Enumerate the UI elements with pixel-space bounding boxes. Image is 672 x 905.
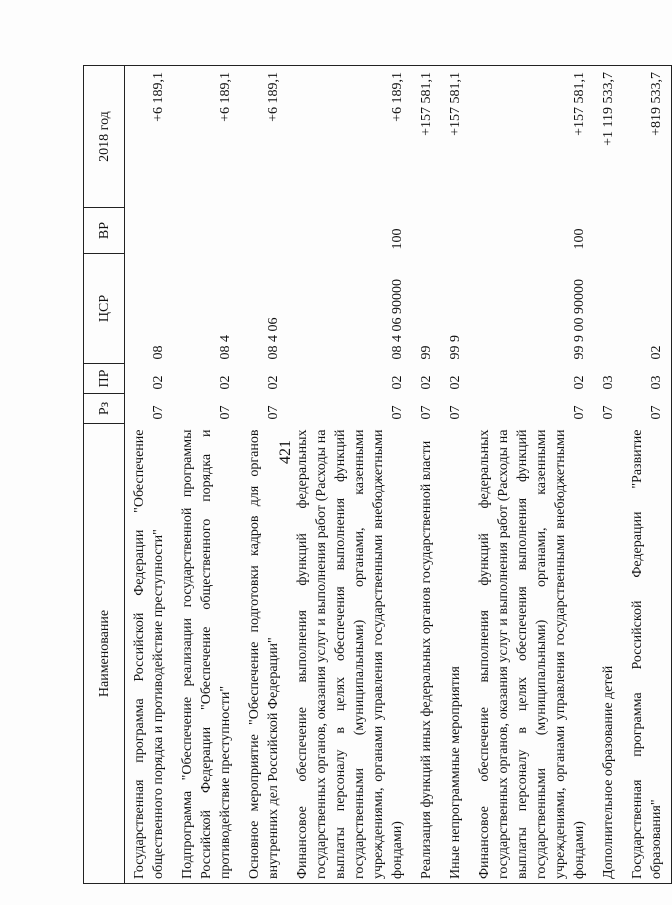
- table-row: [412, 66, 441, 884]
- row-amount: +6 189,1: [240, 66, 288, 208]
- row-csr: 02: [623, 254, 672, 364]
- row-vr: [594, 208, 623, 254]
- row-pr: 02: [448, 375, 463, 390]
- row-vr: [412, 208, 441, 254]
- row-vr: [623, 208, 672, 254]
- row-vr: 100: [572, 228, 587, 250]
- row-name: Подпрограмма "Обеспечение реализации государственной программы Российской Федерации "Обеспечение общественного порядка и противодействие преступности": [173, 424, 240, 884]
- row-name: Дополнительное образование детей: [594, 424, 623, 884]
- header-rz: Рз: [84, 394, 125, 424]
- row-csr: 08: [151, 345, 166, 360]
- row-amount: +157 581,1: [470, 66, 594, 208]
- row-amount: +157 581,1: [412, 66, 441, 208]
- table-row: [470, 66, 594, 884]
- row-vr: [125, 208, 174, 254]
- row-pr: 02: [572, 375, 587, 390]
- row-csr: 08 4 06: [266, 317, 281, 360]
- table-row: [623, 66, 672, 884]
- table-row: [288, 66, 412, 884]
- row-name: Основное мероприятие "Обеспечение подготовки кадров для органов внутренних дел Российской Федерации": [240, 424, 288, 884]
- row-amount: +819 533,7: [623, 66, 672, 208]
- row-rz: 07: [266, 405, 281, 420]
- row-name: Государственная программа Российской Федерации "Обеспечение общественного порядка и противодействие преступности": [125, 424, 174, 884]
- row-rz: 07: [601, 405, 616, 420]
- row-name: Финансовое обеспечение выполнения функций федеральных государственных органов, оказания услуг и выполнения работ (Расходы на выплаты персоналу в целях обеспечения выполнения функций государственными (муниципальными) органами, казенными учреждениями, органами управления государственными внебюджетными фондами): [470, 424, 594, 884]
- table-row: [594, 66, 623, 884]
- table-header-row: [84, 66, 125, 884]
- row-csr: 99 9: [448, 335, 463, 360]
- row-csr: [594, 254, 623, 364]
- row-csr: 99: [419, 345, 434, 360]
- row-vr: [173, 208, 240, 254]
- row-name: Реализация функций иных федеральных органов государственной власти: [412, 424, 441, 884]
- row-pr: 02: [390, 375, 405, 390]
- row-name: Иные непрограммные мероприятия: [441, 424, 470, 884]
- row-amount: +157 581,1: [441, 66, 470, 208]
- header-csr: ЦСР: [84, 254, 125, 364]
- row-amount: +6 189,1: [125, 66, 174, 208]
- row-pr: 02: [218, 375, 233, 390]
- row-csr: 08 4: [218, 335, 233, 360]
- table-row: [240, 66, 288, 884]
- row-name: Финансовое обеспечение выполнения функций федеральных государственных органов, оказания услуг и выполнения работ (Расходы на выплаты персоналу в целях обеспечения выполнения функций государственными (муниципальными) органами, казенными учреждениями, органами управления государственными внебюджетными фондами): [288, 424, 412, 884]
- row-pr: 02: [419, 375, 434, 390]
- rotated-page-content: [83, 66, 664, 884]
- row-rz: 07: [448, 405, 463, 420]
- row-csr: 08 4 06 90000: [390, 279, 405, 360]
- row-name: Государственная программа Российской Федерации "Развитие образования": [623, 424, 672, 884]
- row-csr: 99 9 00 90000: [572, 279, 587, 360]
- row-vr: [240, 208, 288, 254]
- row-amount: +6 189,1: [288, 66, 412, 208]
- row-vr: [441, 208, 470, 254]
- table-row: [125, 66, 174, 884]
- row-vr: 100: [390, 228, 405, 250]
- row-pr: 02: [266, 375, 281, 390]
- row-rz: 07: [390, 405, 405, 420]
- row-rz: 07: [419, 405, 434, 420]
- row-rz: 07: [151, 405, 166, 420]
- row-amount: +6 189,1: [173, 66, 240, 208]
- row-pr: 02: [151, 375, 166, 390]
- table-row: [441, 66, 470, 884]
- row-amount: +1 119 533,7: [594, 66, 623, 208]
- row-pr: 03: [601, 375, 616, 390]
- row-rz: 07: [572, 405, 587, 420]
- row-pr: 03: [623, 364, 672, 394]
- table-row: [173, 66, 240, 884]
- header-year: 2018 год: [84, 66, 125, 208]
- header-vr: ВР: [84, 208, 125, 254]
- header-pr: ПР: [84, 364, 125, 394]
- header-name: Наименование: [84, 424, 125, 884]
- page-number: 421: [277, 440, 294, 464]
- row-rz: 07: [218, 405, 233, 420]
- row-rz: 07: [623, 394, 672, 424]
- budget-table: [83, 65, 672, 884]
